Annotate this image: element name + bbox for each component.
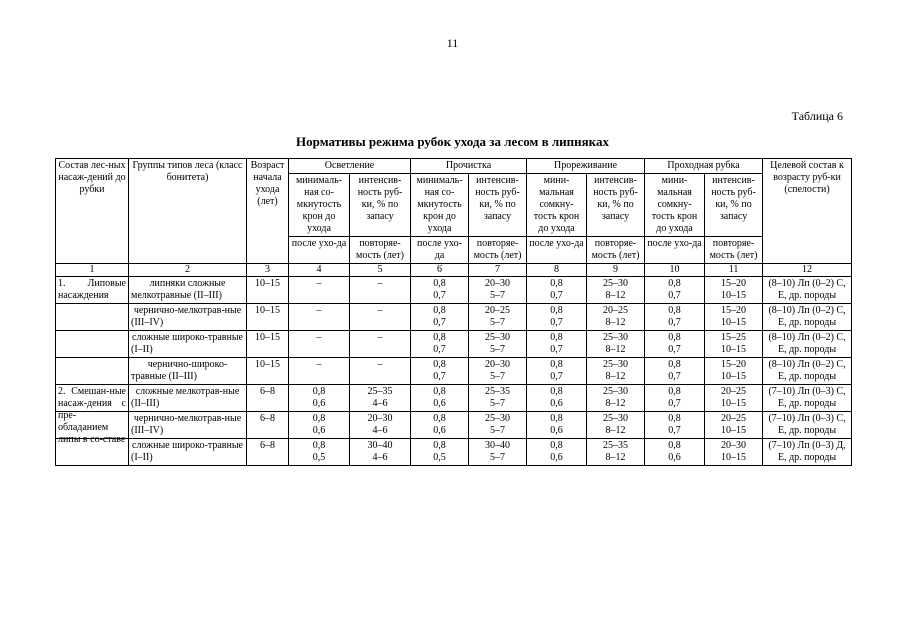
value-top: 15–20 <box>721 278 747 289</box>
value-bottom: 8–12 <box>605 371 626 382</box>
value-top: 0,8 <box>668 278 681 289</box>
value-bottom: 5–7 <box>490 317 506 328</box>
value-top: 15–20 <box>721 305 747 316</box>
header-intensity: интенсив-ность руб-ки, % по запасу <box>350 174 411 237</box>
target-composition-cell: (7–10) Лп (0–3) С, Е, др. породы <box>763 412 852 439</box>
header-group-prochistka: Прочистка <box>411 159 527 174</box>
column-number: 7 <box>469 264 527 277</box>
value-top: 0,8 <box>550 278 563 289</box>
group-label-cont <box>56 358 129 385</box>
value-bottom: 0,7 <box>433 290 446 301</box>
column-number: 6 <box>411 264 469 277</box>
header-after-care: после ухо-да <box>527 237 587 264</box>
value-cell <box>645 304 705 331</box>
value-cell <box>527 304 587 331</box>
target-composition-cell: (8–10) Лп (0–2) С, Е, др. породы <box>763 358 852 385</box>
value-top: 0,8 <box>550 305 563 316</box>
column-number: 12 <box>763 264 852 277</box>
value-cell <box>411 304 469 331</box>
value-top: 20–30 <box>721 440 747 451</box>
column-number: 11 <box>705 264 763 277</box>
column-number: 8 <box>527 264 587 277</box>
value-bottom: 5–7 <box>490 371 506 382</box>
value-top: 0,8 <box>550 413 563 424</box>
target-composition-cell: (7–10) Лп (0–3) Д, Е, др. породы <box>763 439 852 466</box>
value-top: 0,8 <box>550 332 563 343</box>
value-top: 20–30 <box>367 413 393 424</box>
group-label-text: 2. Смешан-ные насаж-дения с пре-обладанием липы в со-ставе <box>58 386 126 445</box>
value-bottom: 10–15 <box>721 452 747 463</box>
column-number: 3 <box>247 264 289 277</box>
value-bottom: 0,5 <box>433 452 446 463</box>
value-cell <box>289 412 350 439</box>
value-top: 25–30 <box>603 413 629 424</box>
header-intensity: интенсив-ность руб-ки, % по запасу <box>469 174 527 237</box>
value-cell <box>289 304 350 331</box>
value-top: 0,8 <box>668 305 681 316</box>
value-bottom: 0,7 <box>550 290 563 301</box>
value-cell <box>350 412 411 439</box>
value-top: 0,8 <box>550 359 563 370</box>
value-top: – <box>316 359 322 370</box>
value-bottom: 0,7 <box>668 398 681 409</box>
value-cell <box>587 331 645 358</box>
start-age-cell: 10–15 <box>247 358 289 385</box>
header-group-prokhodnaya: Проходная рубка <box>645 159 763 174</box>
value-cell <box>645 331 705 358</box>
value-cell <box>587 412 645 439</box>
header-repeatability: повторяе-мость (лет) <box>705 237 763 264</box>
value-bottom: 5–7 <box>490 452 506 463</box>
value-top: – <box>377 305 383 316</box>
regime-table <box>55 158 852 466</box>
value-top: 0,8 <box>668 359 681 370</box>
value-top: 20–30 <box>485 278 511 289</box>
value-bottom: 5–7 <box>490 344 506 355</box>
column-number: 4 <box>289 264 350 277</box>
header-after-care: после ухо-да <box>411 237 469 264</box>
value-cell <box>469 412 527 439</box>
value-top: 0,8 <box>550 386 563 397</box>
header-repeatability: повторяе-мость (лет) <box>587 237 645 264</box>
value-top: 15–20 <box>721 359 747 370</box>
value-bottom: 0,7 <box>668 290 681 301</box>
value-cell <box>587 277 645 304</box>
value-cell <box>527 277 587 304</box>
value-cell <box>705 277 763 304</box>
page-number: 11 <box>446 36 459 50</box>
value-bottom: 0,6 <box>433 425 446 436</box>
start-age-cell: 6–8 <box>247 385 289 412</box>
forest-type-cell: сложные мелкотрав-ные (II–III) <box>129 385 247 412</box>
value-cell <box>411 412 469 439</box>
value-top: 0,8 <box>433 413 446 424</box>
target-composition-cell: (7–10) Лп (0–3) С, Е, др. породы <box>763 385 852 412</box>
value-bottom: 0,7 <box>668 317 681 328</box>
value-cell <box>411 439 469 466</box>
value-bottom: 0,7 <box>433 344 446 355</box>
value-bottom: 0,7 <box>668 371 681 382</box>
header-group-osvetlenie: Осветление <box>289 159 411 174</box>
column-number: 5 <box>350 264 411 277</box>
value-bottom: 10–15 <box>721 371 747 382</box>
value-cell <box>469 331 527 358</box>
value-cell <box>527 439 587 466</box>
value-cell <box>289 439 350 466</box>
value-cell <box>527 331 587 358</box>
value-cell <box>289 385 350 412</box>
value-bottom: 10–15 <box>721 425 747 436</box>
header-intensity: интенсив-ность руб-ки, % по запасу <box>587 174 645 237</box>
forest-type-cell: сложные широко-травные (I–II) <box>129 331 247 358</box>
value-bottom: 0,7 <box>433 317 446 328</box>
value-cell <box>645 439 705 466</box>
value-top: 0,8 <box>433 440 446 451</box>
value-bottom: 0,7 <box>550 317 563 328</box>
value-cell <box>705 304 763 331</box>
column-number: 2 <box>129 264 247 277</box>
value-cell <box>411 331 469 358</box>
value-top: 0,8 <box>550 440 563 451</box>
header-group-prorezhivanie: Прореживание <box>527 159 645 174</box>
value-cell <box>411 277 469 304</box>
value-bottom: 0,7 <box>550 371 563 382</box>
header-min-density: мини-мальная сомкну-тость крон до ухода <box>645 174 705 237</box>
value-top: 25–35 <box>367 386 393 397</box>
value-top: 15–25 <box>721 332 747 343</box>
start-age-cell: 10–15 <box>247 304 289 331</box>
value-cell <box>705 439 763 466</box>
table-row <box>56 412 852 439</box>
column-number: 10 <box>645 264 705 277</box>
forest-type-cell: чернично-мелкотрав-ные (III–IV) <box>129 412 247 439</box>
header-repeatability: повторяе-мость (лет) <box>350 237 411 264</box>
value-top: 25–30 <box>603 359 629 370</box>
value-cell <box>645 277 705 304</box>
value-top: 0,8 <box>433 278 446 289</box>
value-top: 25–30 <box>485 413 511 424</box>
value-top: 25–30 <box>603 386 629 397</box>
value-top: 25–30 <box>485 332 511 343</box>
value-cell <box>350 358 411 385</box>
value-top: 0,8 <box>668 440 681 451</box>
value-bottom: 0,6 <box>550 425 563 436</box>
value-cell <box>527 358 587 385</box>
value-top: 20–25 <box>721 413 747 424</box>
table-row <box>56 385 852 412</box>
value-bottom: 5–7 <box>490 290 506 301</box>
value-cell <box>411 358 469 385</box>
target-composition-cell: (8–10) Лп (0–2) С, Е, др. породы <box>763 277 852 304</box>
start-age-cell: 6–8 <box>247 439 289 466</box>
value-bottom: 8–12 <box>605 425 626 436</box>
value-cell <box>289 331 350 358</box>
header-composition: Состав лес-ных насаж-дений до рубки <box>56 159 129 264</box>
header-after-care: после ухо-да <box>645 237 705 264</box>
value-top: – <box>316 278 322 289</box>
value-bottom: 10–15 <box>721 317 747 328</box>
value-top: 30–40 <box>367 440 393 451</box>
header-repeatability: повторяе-мость (лет) <box>469 237 527 264</box>
value-bottom: 8–12 <box>605 317 626 328</box>
value-cell <box>645 412 705 439</box>
value-cell <box>587 439 645 466</box>
group-label <box>56 385 129 445</box>
value-cell <box>587 304 645 331</box>
header-target-composition: Целевой состав к возрасту руб-ки (спелости) <box>763 159 852 264</box>
value-top: 0,8 <box>312 440 326 451</box>
value-cell <box>705 412 763 439</box>
value-cell <box>705 331 763 358</box>
value-bottom: 0,6 <box>668 452 681 463</box>
value-bottom: 10–15 <box>721 398 747 409</box>
value-cell <box>469 385 527 412</box>
table-row <box>56 331 852 358</box>
value-top: 20–25 <box>721 386 747 397</box>
value-cell <box>469 277 527 304</box>
value-top: 0,8 <box>433 332 446 343</box>
value-top: 20–25 <box>603 305 629 316</box>
value-top: 25–30 <box>603 332 629 343</box>
value-cell <box>527 385 587 412</box>
value-bottom: 10–15 <box>721 290 747 301</box>
value-bottom: 0,7 <box>668 425 681 436</box>
value-top: 0,8 <box>433 305 446 316</box>
column-number: 9 <box>587 264 645 277</box>
start-age-cell: 10–15 <box>247 277 289 304</box>
value-top: 20–30 <box>485 359 511 370</box>
value-cell <box>527 412 587 439</box>
value-bottom: 0,7 <box>668 344 681 355</box>
value-cell <box>469 358 527 385</box>
table-row <box>56 439 852 466</box>
value-bottom: 0,6 <box>312 398 326 409</box>
header-min-density: минималь-ная со-мкнутость крон до ухода <box>411 174 469 237</box>
value-top: 0,8 <box>312 413 326 424</box>
header-forest-type: Группы типов леса (класс бонитета) <box>129 159 247 264</box>
start-age-cell: 6–8 <box>247 412 289 439</box>
value-cell <box>350 277 411 304</box>
value-cell <box>350 304 411 331</box>
table-label: Таблица 6 <box>791 109 843 123</box>
value-cell <box>469 439 527 466</box>
forest-type-cell: чернично-мелкотрав-ные (III–IV) <box>129 304 247 331</box>
table-title: Нормативы режима рубок ухода за лесом в липняках <box>296 134 609 149</box>
value-cell <box>705 385 763 412</box>
value-cell <box>587 358 645 385</box>
value-top: – <box>377 332 383 343</box>
header-intensity: интенсив-ность руб-ки, % по запасу <box>705 174 763 237</box>
group-label-cont <box>56 331 129 358</box>
value-bottom: 0,7 <box>550 344 563 355</box>
value-top: – <box>316 332 322 343</box>
group-label-text: 1. Липовые насаждения <box>58 278 126 301</box>
value-bottom: 5–7 <box>490 398 506 409</box>
value-bottom: 0,6 <box>433 398 446 409</box>
value-top: 25–35 <box>603 440 629 451</box>
group-label-cont <box>56 304 129 331</box>
value-bottom: 0,5 <box>312 452 326 463</box>
target-composition-cell: (8–10) Лп (0–2) С, Е, др. породы <box>763 331 852 358</box>
value-cell <box>645 385 705 412</box>
header-min-density: минималь-ная со-мкнутость крон до ухода <box>289 174 350 237</box>
table-row <box>56 277 852 304</box>
value-cell <box>705 358 763 385</box>
value-top: 0,8 <box>668 413 681 424</box>
start-age-cell: 10–15 <box>247 331 289 358</box>
forest-type-cell: чернично-широко-травные (II–III) <box>129 358 247 385</box>
forest-type-cell: липняки сложные мелкотравные (II–III) <box>129 277 247 304</box>
table-row <box>56 358 852 385</box>
value-cell <box>289 277 350 304</box>
value-bottom: 0,6 <box>550 398 563 409</box>
value-cell <box>350 385 411 412</box>
value-bottom: 8–12 <box>605 452 626 463</box>
value-bottom: 0,7 <box>433 371 446 382</box>
table-row <box>56 304 852 331</box>
value-top: 20–25 <box>485 305 511 316</box>
value-cell <box>350 439 411 466</box>
value-cell <box>289 358 350 385</box>
value-top: 25–35 <box>485 386 511 397</box>
header-start-age: Возраст начала ухода (лет) <box>247 159 289 264</box>
value-top: 30–40 <box>485 440 511 451</box>
value-top: 0,8 <box>433 359 446 370</box>
value-top: 25–30 <box>603 278 629 289</box>
value-top: – <box>377 278 383 289</box>
value-bottom: 8–12 <box>605 398 626 409</box>
value-cell <box>469 304 527 331</box>
target-composition-cell: (8–10) Лп (0–2) С, Е, др. породы <box>763 304 852 331</box>
value-cell <box>645 358 705 385</box>
header-min-density: мини-мальная сомкну-тость крон до ухода <box>527 174 587 237</box>
value-top: – <box>377 359 383 370</box>
group-label <box>56 277 129 304</box>
value-cell <box>411 385 469 412</box>
value-cell <box>587 385 645 412</box>
value-top: 0,8 <box>668 386 681 397</box>
value-bottom: 8–12 <box>605 290 626 301</box>
value-top: – <box>316 305 322 316</box>
value-bottom: 4–6 <box>372 398 388 409</box>
value-bottom: 0,6 <box>312 425 326 436</box>
value-bottom: 4–6 <box>372 452 388 463</box>
column-number-row <box>56 264 852 277</box>
value-bottom: 10–15 <box>721 344 747 355</box>
column-number: 1 <box>56 264 129 277</box>
value-bottom: 8–12 <box>605 344 626 355</box>
value-top: 0,8 <box>433 386 446 397</box>
value-top: 0,8 <box>668 332 681 343</box>
value-top: 0,8 <box>312 386 326 397</box>
header-row-1 <box>56 159 852 174</box>
value-bottom: 5–7 <box>490 425 506 436</box>
value-bottom: 0,6 <box>550 452 563 463</box>
value-cell <box>350 331 411 358</box>
forest-type-cell: сложные широко-травные (I–II) <box>129 439 247 466</box>
value-bottom: 4–6 <box>372 425 388 436</box>
header-after-care: после ухо-да <box>289 237 350 264</box>
